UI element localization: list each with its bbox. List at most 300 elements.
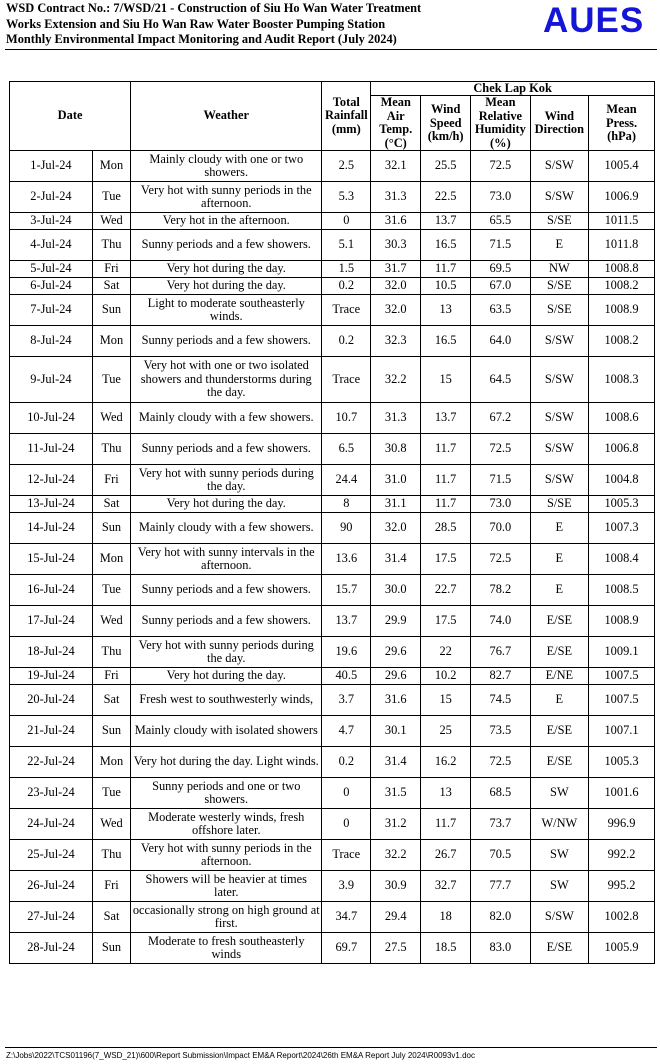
row-day: Thu: [92, 434, 130, 465]
row-pressure: 1011.5: [589, 213, 655, 230]
row-date: 12-Jul-24: [10, 465, 93, 496]
row-humidity: 76.7: [471, 637, 531, 668]
row-date: 23-Jul-24: [10, 778, 93, 809]
row-rainfall: 10.7: [322, 403, 371, 434]
row-weather: Very hot with sunny periods during the day.: [131, 465, 322, 496]
row-weather: Moderate to fresh southeasterly winds: [131, 933, 322, 964]
row-humidity: 74.0: [471, 606, 531, 637]
row-weather: Very hot during the day.: [131, 668, 322, 685]
row-weather: Very hot with sunny intervals in the afternoon.: [131, 544, 322, 575]
row-humidity: 65.5: [471, 213, 531, 230]
row-wind-direction: E/SE: [530, 637, 588, 668]
row-day: Sat: [92, 496, 130, 513]
col-humidity-header: Mean Relative Humidity (%): [471, 96, 531, 151]
table-row: [10, 575, 655, 606]
row-day: Wed: [92, 606, 130, 637]
row-date: 6-Jul-24: [10, 278, 93, 295]
row-date: 11-Jul-24: [10, 434, 93, 465]
row-rainfall: 69.7: [322, 933, 371, 964]
table-row: [10, 182, 655, 213]
row-wind-speed: 16.2: [421, 747, 471, 778]
table-row: [10, 871, 655, 902]
row-day: Tue: [92, 575, 130, 606]
row-wind-speed: 18: [421, 902, 471, 933]
row-weather: Sunny periods and a few showers.: [131, 230, 322, 261]
row-humidity: 68.5: [471, 778, 531, 809]
weather-table: [9, 81, 655, 964]
row-date: 9-Jul-24: [10, 357, 93, 403]
row-rainfall: 40.5: [322, 668, 371, 685]
row-wind-speed: 11.7: [421, 434, 471, 465]
row-humidity: 82.7: [471, 668, 531, 685]
row-day: Fri: [92, 465, 130, 496]
row-wind-direction: E: [530, 575, 588, 606]
row-temp: 32.2: [371, 840, 421, 871]
row-day: Mon: [92, 747, 130, 778]
row-weather: Moderate westerly winds, fresh offshore later.: [131, 809, 322, 840]
row-day: Thu: [92, 637, 130, 668]
row-wind-speed: 16.5: [421, 326, 471, 357]
row-weather: Sunny periods and a few showers.: [131, 326, 322, 357]
row-pressure: 1008.9: [589, 295, 655, 326]
row-wind-direction: E/NE: [530, 668, 588, 685]
row-rainfall: 34.7: [322, 902, 371, 933]
row-wind-direction: SW: [530, 840, 588, 871]
row-wind-direction: S/SW: [530, 182, 588, 213]
row-temp: 32.0: [371, 278, 421, 295]
row-weather: Very hot during the day.: [131, 496, 322, 513]
row-weather: Very hot during the day.: [131, 261, 322, 278]
row-humidity: 71.5: [471, 465, 531, 496]
row-weather: Very hot with sunny periods in the afternoon.: [131, 182, 322, 213]
row-pressure: 1008.6: [589, 403, 655, 434]
row-pressure: 1001.6: [589, 778, 655, 809]
row-date: 22-Jul-24: [10, 747, 93, 778]
col-wind-direction-header: Wind Direction: [530, 96, 588, 151]
row-wind-speed: 13: [421, 778, 471, 809]
col-pressure-header: Mean Press. (hPa): [589, 96, 655, 151]
row-rainfall: 0.2: [322, 326, 371, 357]
row-day: Tue: [92, 182, 130, 213]
row-temp: 27.5: [371, 933, 421, 964]
row-temp: 29.6: [371, 637, 421, 668]
row-rainfall: Trace: [322, 357, 371, 403]
row-pressure: 1007.5: [589, 668, 655, 685]
aues-logo: AUES: [543, 1, 645, 40]
row-wind-direction: S/SE: [530, 496, 588, 513]
row-humidity: 71.5: [471, 230, 531, 261]
row-date: 27-Jul-24: [10, 902, 93, 933]
row-rainfall: 90: [322, 513, 371, 544]
row-rainfall: 6.5: [322, 434, 371, 465]
row-temp: 30.8: [371, 434, 421, 465]
row-rainfall: 2.5: [322, 151, 371, 182]
row-wind-speed: 15: [421, 685, 471, 716]
row-weather: Sunny periods and a few showers.: [131, 606, 322, 637]
row-wind-speed: 28.5: [421, 513, 471, 544]
row-day: Fri: [92, 261, 130, 278]
row-wind-speed: 11.7: [421, 261, 471, 278]
col-date-header: Date: [10, 82, 131, 151]
header-line-3: Monthly Environmental Impact Monitoring and Audit Report (July 2024): [6, 32, 397, 46]
row-pressure: 1005.4: [589, 151, 655, 182]
row-wind-speed: 18.5: [421, 933, 471, 964]
row-temp: 31.5: [371, 778, 421, 809]
row-humidity: 74.5: [471, 685, 531, 716]
row-pressure: 1009.1: [589, 637, 655, 668]
row-day: Fri: [92, 668, 130, 685]
row-wind-direction: S/SW: [530, 403, 588, 434]
row-humidity: 64.0: [471, 326, 531, 357]
document-header: [6, 1, 526, 48]
row-wind-speed: 11.7: [421, 496, 471, 513]
table-row: [10, 840, 655, 871]
row-wind-speed: 25: [421, 716, 471, 747]
row-date: 15-Jul-24: [10, 544, 93, 575]
row-temp: 29.9: [371, 606, 421, 637]
col-wind-speed-header: Wind Speed (km/h): [421, 96, 471, 151]
row-humidity: 73.7: [471, 809, 531, 840]
row-day: Sat: [92, 902, 130, 933]
row-pressure: 1008.2: [589, 278, 655, 295]
row-wind-speed: 25.5: [421, 151, 471, 182]
row-pressure: 1006.8: [589, 434, 655, 465]
footer-divider: [5, 1047, 657, 1048]
table-row: [10, 403, 655, 434]
table-row: [10, 902, 655, 933]
row-humidity: 73.5: [471, 716, 531, 747]
row-date: 20-Jul-24: [10, 685, 93, 716]
row-rainfall: 0: [322, 809, 371, 840]
row-wind-direction: S/SE: [530, 295, 588, 326]
row-temp: 31.6: [371, 685, 421, 716]
row-temp: 30.0: [371, 575, 421, 606]
table-row: [10, 747, 655, 778]
row-temp: 31.3: [371, 182, 421, 213]
row-date: 16-Jul-24: [10, 575, 93, 606]
row-wind-direction: E/SE: [530, 933, 588, 964]
row-date: 13-Jul-24: [10, 496, 93, 513]
row-temp: 31.1: [371, 496, 421, 513]
table-row: [10, 261, 655, 278]
table-row: [10, 434, 655, 465]
row-rainfall: 5.3: [322, 182, 371, 213]
row-day: Mon: [92, 544, 130, 575]
row-wind-direction: SW: [530, 871, 588, 902]
row-weather: Sunny periods and one or two showers.: [131, 778, 322, 809]
row-weather: Very hot with sunny periods during the day.: [131, 637, 322, 668]
row-weather: occasionally strong on high ground at first.: [131, 902, 322, 933]
row-wind-speed: 32.7: [421, 871, 471, 902]
row-weather: Sunny periods and a few showers.: [131, 434, 322, 465]
col-rainfall-header: Total Rainfall (mm): [322, 82, 371, 151]
row-temp: 31.2: [371, 809, 421, 840]
row-temp: 32.0: [371, 513, 421, 544]
row-weather: Mainly cloudy with one or two showers.: [131, 151, 322, 182]
row-humidity: 70.0: [471, 513, 531, 544]
row-humidity: 64.5: [471, 357, 531, 403]
row-wind-speed: 13: [421, 295, 471, 326]
row-humidity: 72.5: [471, 151, 531, 182]
row-wind-direction: S/SW: [530, 434, 588, 465]
row-wind-direction: E: [530, 513, 588, 544]
row-wind-speed: 15: [421, 357, 471, 403]
row-rainfall: 0: [322, 213, 371, 230]
table-row: [10, 326, 655, 357]
row-date: 4-Jul-24: [10, 230, 93, 261]
row-weather: Mainly cloudy with a few showers.: [131, 513, 322, 544]
row-date: 5-Jul-24: [10, 261, 93, 278]
row-temp: 30.1: [371, 716, 421, 747]
table-row: [10, 213, 655, 230]
row-rainfall: 13.7: [322, 606, 371, 637]
row-wind-direction: NW: [530, 261, 588, 278]
row-weather: Fresh west to southwesterly winds,: [131, 685, 322, 716]
row-rainfall: 3.9: [322, 871, 371, 902]
table-row: [10, 151, 655, 182]
row-day: Mon: [92, 151, 130, 182]
row-wind-direction: S/SE: [530, 213, 588, 230]
header-line-2: Works Extension and Siu Ho Wan Raw Water Booster Pumping Station: [6, 16, 386, 31]
row-pressure: 1002.8: [589, 902, 655, 933]
row-pressure: 1004.8: [589, 465, 655, 496]
col-temp-header: Mean Air Temp. (°C): [371, 96, 421, 151]
row-pressure: 992.2: [589, 840, 655, 871]
row-weather: Light to moderate southeasterly winds.: [131, 295, 322, 326]
row-wind-speed: 10.2: [421, 668, 471, 685]
row-wind-direction: S/SE: [530, 278, 588, 295]
row-day: Tue: [92, 357, 130, 403]
row-rainfall: 0.2: [322, 747, 371, 778]
row-wind-direction: E/SE: [530, 606, 588, 637]
row-humidity: 72.5: [471, 434, 531, 465]
row-date: 17-Jul-24: [10, 606, 93, 637]
row-date: 1-Jul-24: [10, 151, 93, 182]
row-temp: 32.0: [371, 295, 421, 326]
row-day: Sun: [92, 716, 130, 747]
row-humidity: 69.5: [471, 261, 531, 278]
row-humidity: 77.7: [471, 871, 531, 902]
row-pressure: 1008.5: [589, 575, 655, 606]
table-row: [10, 513, 655, 544]
row-pressure: 1006.9: [589, 182, 655, 213]
row-date: 10-Jul-24: [10, 403, 93, 434]
row-wind-direction: W/NW: [530, 809, 588, 840]
row-temp: 31.7: [371, 261, 421, 278]
row-weather: Very hot with sunny periods in the afternoon.: [131, 840, 322, 871]
col-weather-header: Weather: [131, 82, 322, 151]
row-weather: Very hot during the day. Light winds.: [131, 747, 322, 778]
table-row: [10, 685, 655, 716]
row-wind-speed: 11.7: [421, 809, 471, 840]
table-row: [10, 465, 655, 496]
row-weather: Very hot with one or two isolated showers and thunderstorms during the day.: [131, 357, 322, 403]
row-rainfall: 3.7: [322, 685, 371, 716]
row-date: 18-Jul-24: [10, 637, 93, 668]
row-wind-direction: S/SW: [530, 151, 588, 182]
row-rainfall: 13.6: [322, 544, 371, 575]
row-wind-direction: S/SW: [530, 326, 588, 357]
table-row: [10, 278, 655, 295]
row-pressure: 1011.8: [589, 230, 655, 261]
row-date: 3-Jul-24: [10, 213, 93, 230]
row-day: Tue: [92, 778, 130, 809]
row-wind-speed: 13.7: [421, 403, 471, 434]
table-row: [10, 809, 655, 840]
row-rainfall: 24.4: [322, 465, 371, 496]
row-humidity: 72.5: [471, 747, 531, 778]
row-temp: 30.9: [371, 871, 421, 902]
row-wind-direction: E/SE: [530, 716, 588, 747]
row-temp: 31.6: [371, 213, 421, 230]
header-divider: [5, 49, 657, 50]
row-temp: 31.3: [371, 403, 421, 434]
row-pressure: 1008.2: [589, 326, 655, 357]
row-day: Sat: [92, 685, 130, 716]
row-temp: 32.1: [371, 151, 421, 182]
row-date: 24-Jul-24: [10, 809, 93, 840]
row-pressure: 1005.3: [589, 496, 655, 513]
header-line-1: WSD Contract No.: 7/WSD/21 - Construction of Siu Ho Wan Water Treatment: [6, 1, 422, 15]
row-temp: 30.3: [371, 230, 421, 261]
row-temp: 32.3: [371, 326, 421, 357]
row-wind-direction: S/SW: [530, 902, 588, 933]
table-row: [10, 778, 655, 809]
row-humidity: 73.0: [471, 182, 531, 213]
row-day: Sun: [92, 933, 130, 964]
row-rainfall: 1.5: [322, 261, 371, 278]
row-wind-speed: 22.7: [421, 575, 471, 606]
row-date: 28-Jul-24: [10, 933, 93, 964]
row-wind-speed: 26.7: [421, 840, 471, 871]
table-row: [10, 357, 655, 403]
row-wind-direction: E: [530, 230, 588, 261]
row-weather: Showers will be heavier at times later.: [131, 871, 322, 902]
row-humidity: 73.0: [471, 496, 531, 513]
row-temp: 29.4: [371, 902, 421, 933]
row-rainfall: Trace: [322, 295, 371, 326]
row-day: Wed: [92, 403, 130, 434]
row-rainfall: 4.7: [322, 716, 371, 747]
row-pressure: 1005.9: [589, 933, 655, 964]
row-wind-speed: 22.5: [421, 182, 471, 213]
row-pressure: 1007.5: [589, 685, 655, 716]
row-temp: 31.4: [371, 747, 421, 778]
table-row: [10, 496, 655, 513]
row-pressure: 1008.4: [589, 544, 655, 575]
row-wind-speed: 16.5: [421, 230, 471, 261]
row-wind-direction: SW: [530, 778, 588, 809]
table-row: [10, 933, 655, 964]
row-day: Wed: [92, 809, 130, 840]
row-date: 14-Jul-24: [10, 513, 93, 544]
row-wind-direction: S/SW: [530, 357, 588, 403]
row-weather: Very hot during the day.: [131, 278, 322, 295]
row-weather: Very hot in the afternoon.: [131, 213, 322, 230]
row-temp: 31.0: [371, 465, 421, 496]
row-wind-direction: S/SW: [530, 465, 588, 496]
row-humidity: 70.5: [471, 840, 531, 871]
row-humidity: 82.0: [471, 902, 531, 933]
file-path-footer: Z:\Jobs\2022\TCS01196(7_WSD_21)\600\Report Submission\Impact EM&A Report\2024\26th EM&A Report July 2024\R0093v1.doc: [6, 1051, 475, 1060]
row-wind-speed: 17.5: [421, 606, 471, 637]
row-pressure: 996.9: [589, 809, 655, 840]
row-day: Mon: [92, 326, 130, 357]
row-rainfall: 8: [322, 496, 371, 513]
row-day: Sun: [92, 295, 130, 326]
row-day: Sat: [92, 278, 130, 295]
row-pressure: 995.2: [589, 871, 655, 902]
row-date: 8-Jul-24: [10, 326, 93, 357]
row-rainfall: 5.1: [322, 230, 371, 261]
table-row: [10, 606, 655, 637]
row-pressure: 1008.3: [589, 357, 655, 403]
row-date: 2-Jul-24: [10, 182, 93, 213]
row-rainfall: 19.6: [322, 637, 371, 668]
row-rainfall: 0.2: [322, 278, 371, 295]
row-wind-direction: E: [530, 685, 588, 716]
row-wind-speed: 17.5: [421, 544, 471, 575]
row-temp: 31.4: [371, 544, 421, 575]
row-pressure: 1008.8: [589, 261, 655, 278]
row-humidity: 67.0: [471, 278, 531, 295]
row-day: Thu: [92, 840, 130, 871]
row-day: Thu: [92, 230, 130, 261]
row-pressure: 1005.3: [589, 747, 655, 778]
row-weather: Mainly cloudy with isolated showers: [131, 716, 322, 747]
table-row: [10, 716, 655, 747]
row-date: 7-Jul-24: [10, 295, 93, 326]
table-row: [10, 295, 655, 326]
row-rainfall: 0: [322, 778, 371, 809]
row-humidity: 63.5: [471, 295, 531, 326]
row-rainfall: Trace: [322, 840, 371, 871]
table-row: [10, 544, 655, 575]
row-day: Wed: [92, 213, 130, 230]
row-rainfall: 15.7: [322, 575, 371, 606]
row-pressure: 1008.9: [589, 606, 655, 637]
table-body: [10, 151, 655, 964]
row-date: 21-Jul-24: [10, 716, 93, 747]
row-date: 26-Jul-24: [10, 871, 93, 902]
row-weather: Sunny periods and a few showers.: [131, 575, 322, 606]
row-day: Sun: [92, 513, 130, 544]
row-date: 19-Jul-24: [10, 668, 93, 685]
table-row: [10, 637, 655, 668]
row-humidity: 78.2: [471, 575, 531, 606]
row-day: Fri: [92, 871, 130, 902]
row-wind-speed: 22: [421, 637, 471, 668]
row-wind-direction: E: [530, 544, 588, 575]
row-wind-direction: E/SE: [530, 747, 588, 778]
row-weather: Mainly cloudy with a few showers.: [131, 403, 322, 434]
row-pressure: 1007.1: [589, 716, 655, 747]
row-humidity: 72.5: [471, 544, 531, 575]
table-header: [10, 82, 655, 151]
row-humidity: 67.2: [471, 403, 531, 434]
station-header: Chek Lap Kok: [371, 82, 655, 96]
row-pressure: 1007.3: [589, 513, 655, 544]
table-row: [10, 668, 655, 685]
row-wind-speed: 10.5: [421, 278, 471, 295]
row-wind-speed: 11.7: [421, 465, 471, 496]
table-row: [10, 230, 655, 261]
row-temp: 29.6: [371, 668, 421, 685]
row-wind-speed: 13.7: [421, 213, 471, 230]
row-temp: 32.2: [371, 357, 421, 403]
row-humidity: 83.0: [471, 933, 531, 964]
row-date: 25-Jul-24: [10, 840, 93, 871]
